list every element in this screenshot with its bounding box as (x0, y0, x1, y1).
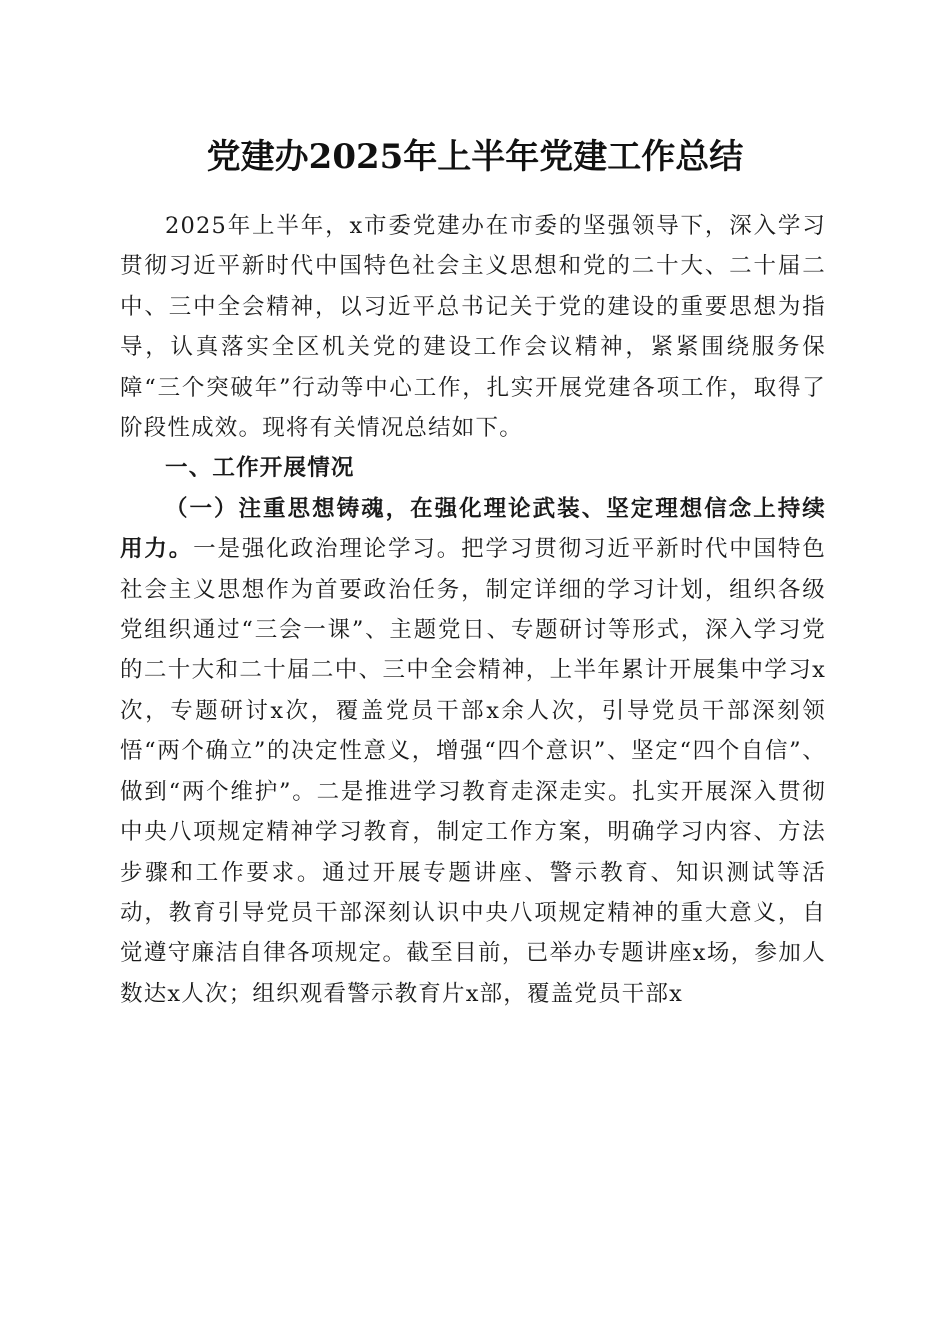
document-title: 党建办2025年上半年党建工作总结 (206, 137, 744, 177)
intro-paragraph: 2025年上半年，x市委党建办在市委的坚强领导下，深入学习贯彻习近平新时代中国特色社会主义思想和党的二十大、二十届二中、三中全会精神，以习近平总书记关于党的建设的重要思想为指导，认真落实全区机关党的建设工作会议精神，紧紧围绕服务保障“三个突破年”行动等中心工作，扎实开展党建各项工作，取得了阶段性成效。现将有关情况总结如下。 (120, 213, 826, 442)
subsection-heading: （一）注重思想铸魂，在强化理论武装、坚定理想信念上持续用力。 (120, 495, 826, 563)
section-heading: 一、工作开展情况 (165, 455, 355, 482)
document-body (120, 206, 826, 1014)
subsection-paragraph (120, 489, 826, 1014)
subsection-body: 一是强化政治理论学习。把学习贯彻习近平新时代中国特色社会主义思想作为首要政治任务，制定详细的学习计划，组织各级党组织通过“三会一课”、主题党日、专题研讨等形式，深入学习党的二十大和二十届二中、三中全会精神，上半年累计开展集中学习x次，专题研讨x次，覆盖党员干部x余人次，引导党员干部深刻领悟“两个确立”的决定性意义，增强“四个意识”、坚定“四个自信”、做到“两个维护”。二是推进学习教育走深走实。扎实开展深入贯彻中央八项规定精神学习教育，制定工作方案，明确学习内容、方法步骤和工作要求。通过开展专题讲座、警示教育、知识测试等活动，教育引导党员干部深刻认识中央八项规定精神的重大意义，自觉遵守廉洁自律各项规定。截至目前，已举办专题讲座x场，参加人数达x人次；组织观看警示教育片x部，覆盖党员干部x (120, 536, 826, 1007)
